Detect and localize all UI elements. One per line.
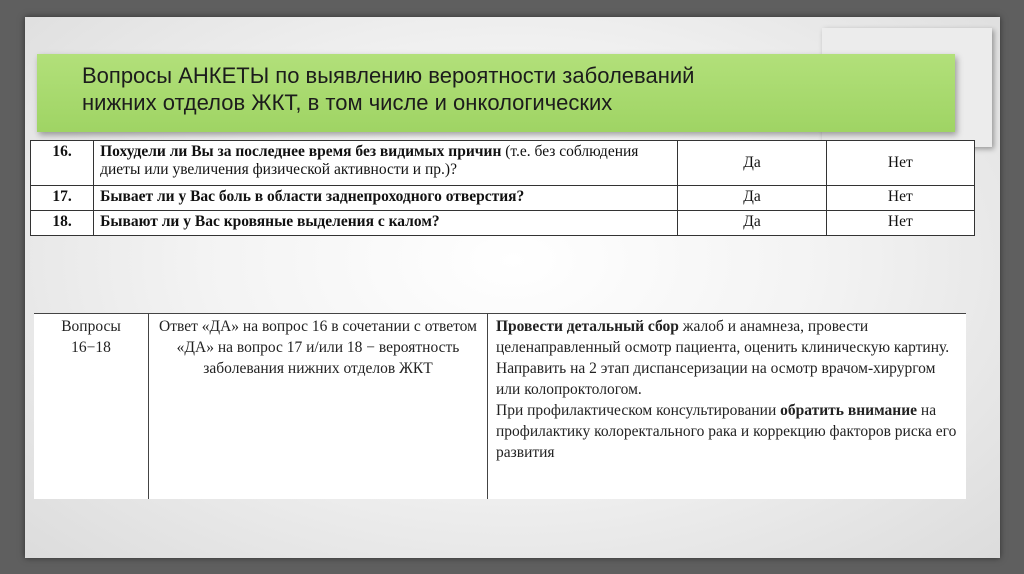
answer-yes: Да [678, 186, 826, 211]
question-number: 16. [31, 141, 94, 186]
table-row [34, 314, 966, 500]
title-band [37, 54, 955, 132]
answer-no: Нет [826, 211, 974, 236]
action-paragraph-2 [496, 400, 958, 463]
table-row [31, 141, 975, 186]
action-paragraph-1 [496, 316, 958, 400]
answer-no: Нет [826, 141, 974, 186]
action-text-1: жалоб и анамнеза, провести целенаправленный осмотр пациента, оценить клиническую картину. Направить на 2 этап диспансеризации на осмотр врачом-хирургом или колопроктологом. [496, 318, 950, 398]
slide-title [82, 62, 942, 116]
question-bold: Похудели ли Вы за последнее время без видимых причин [100, 143, 502, 160]
question-text [94, 141, 678, 186]
action-text-2a: При профилактическом консультировании [496, 402, 781, 419]
question-text: Бывают ли у Вас кровяные выделения с калом? [94, 211, 678, 236]
questions-table [30, 140, 975, 236]
action-bold-1: Провести детальный сбор [496, 318, 679, 335]
title-line-2: нижних отделов ЖКТ, в том числе и онкологических [82, 90, 613, 115]
answer-yes: Да [678, 141, 826, 186]
action-bold-2: обратить внимание [780, 402, 918, 419]
answer-yes: Да [678, 211, 826, 236]
action-text-2b: на профилактику колоректального рака и коррекцию факторов риска его развития [496, 402, 957, 461]
rule-action [488, 314, 967, 500]
question-text: Бывает ли у Вас боль в области заднепроходного отверстия? [94, 186, 678, 211]
rule-table [34, 313, 966, 499]
question-normal: (т.е. без соблюдения диеты или увеличения физической активности и пр.)? [100, 143, 639, 178]
table-row [31, 186, 975, 211]
question-number: 18. [31, 211, 94, 236]
title-line-1: Вопросы АНКЕТЫ по выявлению вероятности заболеваний [82, 63, 695, 88]
answer-no: Нет [826, 186, 974, 211]
question-number: 17. [31, 186, 94, 211]
rule-condition: Ответ «ДА» на вопрос 16 в сочетании с ответом «ДА» на вопрос 17 и/или 18 − вероятность заболевания нижних отделов ЖКТ [149, 314, 488, 500]
table-row [31, 211, 975, 236]
rule-questions: Вопросы 16−18 [34, 314, 149, 500]
